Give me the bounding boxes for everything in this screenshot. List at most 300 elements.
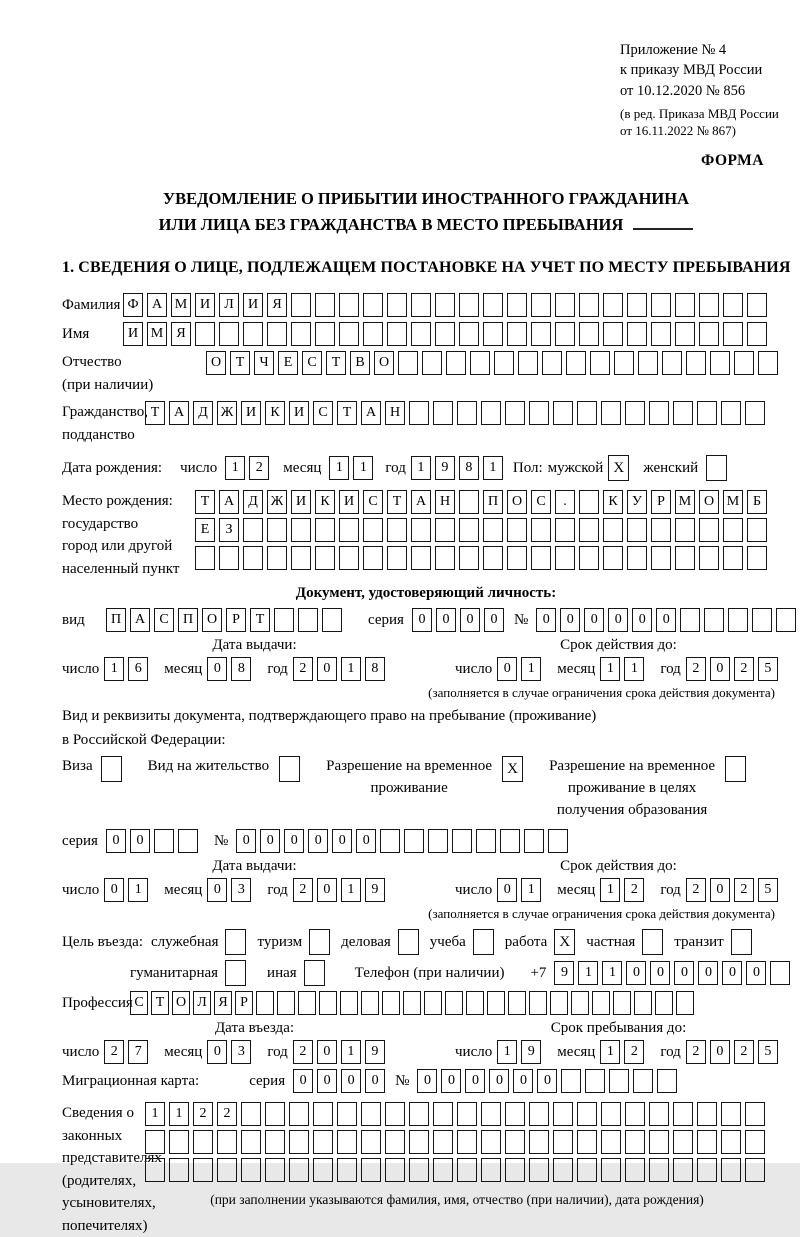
form-cell[interactable]: Т	[151, 991, 169, 1015]
form-cell[interactable]	[673, 1102, 693, 1126]
form-cell[interactable]	[507, 322, 527, 346]
form-cell[interactable]: С	[313, 401, 333, 425]
form-cell[interactable]	[566, 351, 586, 375]
form-cell[interactable]	[481, 1130, 501, 1154]
form-cell[interactable]	[385, 1130, 405, 1154]
form-cell[interactable]: С	[531, 490, 551, 514]
form-cell[interactable]	[550, 991, 568, 1015]
form-cell[interactable]	[531, 293, 551, 317]
form-cell[interactable]	[361, 991, 379, 1015]
form-cell[interactable]	[728, 608, 748, 632]
form-cell[interactable]	[662, 351, 682, 375]
form-cell[interactable]: 0	[207, 1040, 227, 1064]
form-cell[interactable]: 9	[521, 1040, 541, 1064]
form-cell[interactable]	[603, 518, 623, 542]
form-cell[interactable]	[651, 518, 671, 542]
form-cell[interactable]	[673, 1158, 693, 1182]
form-cell[interactable]	[169, 1158, 189, 1182]
form-cell[interactable]: 0	[317, 878, 337, 902]
form-cell[interactable]: И	[289, 401, 309, 425]
form-cell[interactable]	[154, 829, 174, 853]
form-cell[interactable]	[747, 518, 767, 542]
form-cell[interactable]: Р	[651, 490, 671, 514]
form-cell[interactable]	[337, 1158, 357, 1182]
form-cell[interactable]: 0	[536, 608, 556, 632]
form-cell[interactable]	[315, 546, 335, 570]
form-cell[interactable]: 1	[483, 456, 503, 480]
form-cell[interactable]: 0	[236, 829, 256, 853]
form-cell[interactable]	[433, 401, 453, 425]
form-cell[interactable]	[524, 829, 544, 853]
form-cell[interactable]	[319, 991, 337, 1015]
form-cell[interactable]: Я	[171, 322, 191, 346]
form-cell[interactable]: 1	[600, 657, 620, 681]
form-cell[interactable]	[579, 490, 599, 514]
form-cell[interactable]: Я	[214, 991, 232, 1015]
form-cell[interactable]	[315, 293, 335, 317]
form-cell[interactable]	[529, 991, 547, 1015]
form-cell[interactable]	[193, 1130, 213, 1154]
form-cell[interactable]	[542, 351, 562, 375]
form-cell[interactable]: 1	[329, 456, 349, 480]
form-cell[interactable]: 2	[624, 878, 644, 902]
form-cell[interactable]	[361, 1102, 381, 1126]
form-cell[interactable]: 2	[734, 657, 754, 681]
form-cell[interactable]	[145, 1158, 165, 1182]
form-cell[interactable]	[267, 518, 287, 542]
form-cell[interactable]	[579, 322, 599, 346]
form-cell[interactable]	[649, 1102, 669, 1126]
form-cell[interactable]	[433, 1158, 453, 1182]
form-cell[interactable]: 0	[710, 1040, 730, 1064]
form-cell[interactable]: О	[699, 490, 719, 514]
form-cell[interactable]: 0	[417, 1069, 437, 1093]
form-cell[interactable]	[627, 293, 647, 317]
form-cell[interactable]: 0	[317, 1040, 337, 1064]
form-cell[interactable]: Ж	[267, 490, 287, 514]
form-cell[interactable]	[529, 401, 549, 425]
form-cell[interactable]: 0	[104, 878, 124, 902]
form-cell[interactable]	[752, 608, 772, 632]
form-cell[interactable]: 0	[484, 608, 504, 632]
form-cell[interactable]: И	[243, 293, 263, 317]
form-cell[interactable]	[428, 829, 448, 853]
form-cell[interactable]: 0	[317, 1069, 337, 1093]
form-cell[interactable]	[178, 829, 198, 853]
form-cell[interactable]	[435, 293, 455, 317]
form-cell[interactable]	[315, 518, 335, 542]
form-cell[interactable]	[649, 1130, 669, 1154]
form-cell[interactable]	[339, 293, 359, 317]
form-cell[interactable]	[758, 351, 778, 375]
form-cell[interactable]	[723, 546, 743, 570]
form-cell[interactable]: Я	[267, 293, 287, 317]
form-cell[interactable]	[555, 322, 575, 346]
form-cell[interactable]	[699, 322, 719, 346]
form-cell[interactable]	[241, 1158, 261, 1182]
form-cell[interactable]	[398, 351, 418, 375]
form-cell[interactable]: 0	[441, 1069, 461, 1093]
form-cell[interactable]	[256, 991, 274, 1015]
residence-permit-checkbox[interactable]	[279, 756, 300, 782]
form-cell[interactable]: 0	[560, 608, 580, 632]
form-cell[interactable]	[459, 322, 479, 346]
form-cell[interactable]: 0	[460, 608, 480, 632]
form-cell[interactable]	[339, 518, 359, 542]
form-cell[interactable]	[529, 1158, 549, 1182]
form-cell[interactable]: Т	[145, 401, 165, 425]
form-cell[interactable]: Л	[219, 293, 239, 317]
form-cell[interactable]: 1	[497, 1040, 517, 1064]
form-cell[interactable]: 0	[317, 657, 337, 681]
form-cell[interactable]	[219, 546, 239, 570]
form-cell[interactable]	[457, 401, 477, 425]
form-cell[interactable]	[531, 546, 551, 570]
form-cell[interactable]	[627, 546, 647, 570]
form-cell[interactable]	[531, 322, 551, 346]
form-cell[interactable]: Н	[385, 401, 405, 425]
form-cell[interactable]	[265, 1158, 285, 1182]
form-cell[interactable]	[361, 1130, 381, 1154]
form-cell[interactable]	[579, 546, 599, 570]
form-cell[interactable]: 0	[412, 608, 432, 632]
form-cell[interactable]	[601, 1130, 621, 1154]
form-cell[interactable]	[409, 1130, 429, 1154]
form-cell[interactable]	[481, 1102, 501, 1126]
form-cell[interactable]	[601, 1158, 621, 1182]
form-cell[interactable]	[403, 991, 421, 1015]
form-cell[interactable]	[291, 518, 311, 542]
form-cell[interactable]: А	[361, 401, 381, 425]
form-cell[interactable]	[241, 1130, 261, 1154]
form-cell[interactable]: 8	[459, 456, 479, 480]
form-cell[interactable]: И	[291, 490, 311, 514]
form-cell[interactable]: 1	[104, 657, 124, 681]
form-cell[interactable]	[577, 1130, 597, 1154]
form-cell[interactable]	[507, 293, 527, 317]
form-cell[interactable]	[459, 546, 479, 570]
form-cell[interactable]: 2	[686, 878, 706, 902]
form-cell[interactable]	[339, 546, 359, 570]
form-cell[interactable]: Т	[387, 490, 407, 514]
form-cell[interactable]: 2	[734, 1040, 754, 1064]
form-cell[interactable]: 1	[578, 961, 598, 985]
form-cell[interactable]: 5	[758, 1040, 778, 1064]
form-cell[interactable]	[277, 991, 295, 1015]
form-cell[interactable]: 0	[710, 657, 730, 681]
form-cell[interactable]: 0	[497, 878, 517, 902]
form-cell[interactable]	[466, 991, 484, 1015]
form-cell[interactable]: 8	[365, 657, 385, 681]
temp-residence-permit-checkbox[interactable]: X	[502, 756, 523, 782]
form-cell[interactable]	[298, 608, 318, 632]
form-cell[interactable]	[747, 546, 767, 570]
purpose-business-checkbox[interactable]	[398, 929, 419, 955]
form-cell[interactable]: 1	[521, 878, 541, 902]
form-cell[interactable]	[507, 518, 527, 542]
form-cell[interactable]	[673, 1130, 693, 1154]
form-cell[interactable]: С	[130, 991, 148, 1015]
form-cell[interactable]	[411, 293, 431, 317]
form-cell[interactable]	[697, 401, 717, 425]
form-cell[interactable]	[577, 401, 597, 425]
form-cell[interactable]	[625, 1130, 645, 1154]
form-cell[interactable]	[481, 401, 501, 425]
form-cell[interactable]	[699, 518, 719, 542]
form-cell[interactable]	[553, 1130, 573, 1154]
form-cell[interactable]	[747, 322, 767, 346]
form-cell[interactable]: 2	[293, 878, 313, 902]
form-cell[interactable]	[459, 490, 479, 514]
form-cell[interactable]: 0	[332, 829, 352, 853]
form-cell[interactable]: Т	[337, 401, 357, 425]
form-cell[interactable]: 2	[217, 1102, 237, 1126]
form-cell[interactable]: Н	[435, 490, 455, 514]
form-cell[interactable]	[697, 1102, 717, 1126]
form-cell[interactable]	[470, 351, 490, 375]
form-cell[interactable]: 1	[169, 1102, 189, 1126]
form-cell[interactable]	[627, 518, 647, 542]
form-cell[interactable]: 9	[435, 456, 455, 480]
form-cell[interactable]: 0	[260, 829, 280, 853]
form-cell[interactable]	[494, 351, 514, 375]
form-cell[interactable]: 6	[128, 657, 148, 681]
form-cell[interactable]	[657, 1069, 677, 1093]
form-cell[interactable]: 0	[656, 608, 676, 632]
form-cell[interactable]	[745, 1158, 765, 1182]
form-cell[interactable]: 0	[365, 1069, 385, 1093]
form-cell[interactable]	[483, 293, 503, 317]
form-cell[interactable]	[422, 351, 442, 375]
form-cell[interactable]	[745, 1130, 765, 1154]
purpose-other-checkbox[interactable]	[304, 960, 325, 986]
form-cell[interactable]	[579, 293, 599, 317]
form-cell[interactable]	[770, 961, 790, 985]
form-cell[interactable]	[603, 546, 623, 570]
purpose-study-checkbox[interactable]	[473, 929, 494, 955]
form-cell[interactable]	[241, 1102, 261, 1126]
form-cell[interactable]: 1	[225, 456, 245, 480]
form-cell[interactable]	[483, 546, 503, 570]
form-cell[interactable]: М	[171, 293, 191, 317]
form-cell[interactable]	[676, 991, 694, 1015]
form-cell[interactable]: .	[555, 490, 575, 514]
form-cell[interactable]	[411, 518, 431, 542]
form-cell[interactable]: С	[154, 608, 174, 632]
form-cell[interactable]	[380, 829, 400, 853]
form-cell[interactable]: О	[172, 991, 190, 1015]
form-cell[interactable]	[313, 1158, 333, 1182]
form-cell[interactable]	[446, 351, 466, 375]
form-cell[interactable]	[649, 1158, 669, 1182]
form-cell[interactable]: 1	[600, 878, 620, 902]
form-cell[interactable]: О	[374, 351, 394, 375]
form-cell[interactable]: 2	[249, 456, 269, 480]
form-cell[interactable]	[291, 322, 311, 346]
form-cell[interactable]	[505, 1130, 525, 1154]
form-cell[interactable]	[721, 1130, 741, 1154]
form-cell[interactable]: 3	[231, 1040, 251, 1064]
form-cell[interactable]	[459, 293, 479, 317]
form-cell[interactable]: 0	[284, 829, 304, 853]
form-cell[interactable]	[613, 991, 631, 1015]
form-cell[interactable]: 9	[554, 961, 574, 985]
form-cell[interactable]	[747, 293, 767, 317]
form-cell[interactable]: 1	[411, 456, 431, 480]
form-cell[interactable]	[483, 322, 503, 346]
form-cell[interactable]: Т	[326, 351, 346, 375]
form-cell[interactable]	[435, 546, 455, 570]
form-cell[interactable]: 0	[746, 961, 766, 985]
form-cell[interactable]: 0	[207, 878, 227, 902]
form-cell[interactable]	[169, 1130, 189, 1154]
form-cell[interactable]	[289, 1158, 309, 1182]
form-cell[interactable]	[265, 1102, 285, 1126]
form-cell[interactable]	[337, 1102, 357, 1126]
purpose-work-checkbox[interactable]: X	[554, 929, 575, 955]
form-cell[interactable]	[457, 1158, 477, 1182]
form-cell[interactable]: 1	[353, 456, 373, 480]
form-cell[interactable]: 0	[608, 608, 628, 632]
form-cell[interactable]: Т	[250, 608, 270, 632]
form-cell[interactable]	[553, 1102, 573, 1126]
form-cell[interactable]	[361, 1158, 381, 1182]
form-cell[interactable]	[457, 1102, 477, 1126]
form-cell[interactable]	[723, 518, 743, 542]
form-cell[interactable]	[337, 1130, 357, 1154]
form-cell[interactable]: 1	[624, 657, 644, 681]
form-cell[interactable]	[217, 1158, 237, 1182]
form-cell[interactable]: К	[315, 490, 335, 514]
form-cell[interactable]	[433, 1130, 453, 1154]
form-cell[interactable]	[697, 1130, 717, 1154]
form-cell[interactable]	[518, 351, 538, 375]
purpose-humanitarian-checkbox[interactable]	[225, 960, 246, 986]
form-cell[interactable]	[555, 518, 575, 542]
form-cell[interactable]	[313, 1130, 333, 1154]
temp-residence-education-checkbox[interactable]	[725, 756, 746, 782]
form-cell[interactable]	[577, 1158, 597, 1182]
form-cell[interactable]: 2	[293, 1040, 313, 1064]
form-cell[interactable]	[409, 1158, 429, 1182]
form-cell[interactable]: А	[219, 490, 239, 514]
form-cell[interactable]: Т	[230, 351, 250, 375]
form-cell[interactable]: Д	[243, 490, 263, 514]
form-cell[interactable]: А	[130, 608, 150, 632]
form-cell[interactable]: 1	[341, 657, 361, 681]
form-cell[interactable]	[452, 829, 472, 853]
form-cell[interactable]: 7	[128, 1040, 148, 1064]
form-cell[interactable]: Р	[235, 991, 253, 1015]
form-cell[interactable]: 0	[722, 961, 742, 985]
form-cell[interactable]: 2	[734, 878, 754, 902]
form-cell[interactable]: И	[195, 293, 215, 317]
form-cell[interactable]: 1	[602, 961, 622, 985]
form-cell[interactable]	[745, 401, 765, 425]
form-cell[interactable]	[651, 293, 671, 317]
form-cell[interactable]	[409, 401, 429, 425]
purpose-transit-checkbox[interactable]	[731, 929, 752, 955]
form-cell[interactable]: Ф	[123, 293, 143, 317]
form-cell[interactable]	[500, 829, 520, 853]
form-cell[interactable]: 8	[231, 657, 251, 681]
form-cell[interactable]: 0	[674, 961, 694, 985]
form-cell[interactable]	[710, 351, 730, 375]
form-cell[interactable]: 0	[710, 878, 730, 902]
form-cell[interactable]: З	[219, 518, 239, 542]
form-cell[interactable]	[555, 293, 575, 317]
form-cell[interactable]	[411, 322, 431, 346]
form-cell[interactable]	[603, 322, 623, 346]
form-cell[interactable]: А	[411, 490, 431, 514]
form-cell[interactable]: 0	[626, 961, 646, 985]
form-cell[interactable]: И	[339, 490, 359, 514]
form-cell[interactable]: 2	[104, 1040, 124, 1064]
form-cell[interactable]: П	[178, 608, 198, 632]
form-cell[interactable]: 1	[521, 657, 541, 681]
form-cell[interactable]	[435, 322, 455, 346]
form-cell[interactable]	[675, 518, 695, 542]
form-cell[interactable]: 1	[128, 878, 148, 902]
form-cell[interactable]: 0	[308, 829, 328, 853]
form-cell[interactable]	[651, 546, 671, 570]
form-cell[interactable]	[649, 401, 669, 425]
form-cell[interactable]	[457, 1130, 477, 1154]
form-cell[interactable]	[487, 991, 505, 1015]
form-cell[interactable]: 0	[537, 1069, 557, 1093]
form-cell[interactable]: 1	[600, 1040, 620, 1064]
form-cell[interactable]	[387, 546, 407, 570]
form-cell[interactable]	[217, 1130, 237, 1154]
form-cell[interactable]	[592, 991, 610, 1015]
form-cell[interactable]	[291, 546, 311, 570]
form-cell[interactable]: Т	[195, 490, 215, 514]
form-cell[interactable]	[627, 322, 647, 346]
form-cell[interactable]: М	[723, 490, 743, 514]
form-cell[interactable]	[483, 518, 503, 542]
form-cell[interactable]: 2	[686, 657, 706, 681]
form-cell[interactable]	[363, 546, 383, 570]
form-cell[interactable]	[609, 1069, 629, 1093]
form-cell[interactable]	[655, 991, 673, 1015]
form-cell[interactable]: О	[202, 608, 222, 632]
form-cell[interactable]: 0	[513, 1069, 533, 1093]
form-cell[interactable]	[363, 293, 383, 317]
form-cell[interactable]: А	[147, 293, 167, 317]
form-cell[interactable]: Б	[747, 490, 767, 514]
form-cell[interactable]: 5	[758, 878, 778, 902]
form-cell[interactable]	[638, 351, 658, 375]
form-cell[interactable]	[195, 546, 215, 570]
purpose-official-checkbox[interactable]	[225, 929, 246, 955]
form-cell[interactable]	[625, 401, 645, 425]
form-cell[interactable]	[340, 991, 358, 1015]
form-cell[interactable]: П	[106, 608, 126, 632]
form-cell[interactable]	[476, 829, 496, 853]
form-cell[interactable]	[385, 1158, 405, 1182]
form-cell[interactable]	[721, 401, 741, 425]
form-cell[interactable]: И	[123, 322, 143, 346]
form-cell[interactable]	[686, 351, 706, 375]
form-cell[interactable]	[723, 322, 743, 346]
form-cell[interactable]	[673, 401, 693, 425]
form-cell[interactable]: 2	[624, 1040, 644, 1064]
form-cell[interactable]	[387, 322, 407, 346]
form-cell[interactable]: 0	[130, 829, 150, 853]
form-cell[interactable]	[387, 293, 407, 317]
form-cell[interactable]: О	[507, 490, 527, 514]
form-cell[interactable]: 5	[758, 657, 778, 681]
